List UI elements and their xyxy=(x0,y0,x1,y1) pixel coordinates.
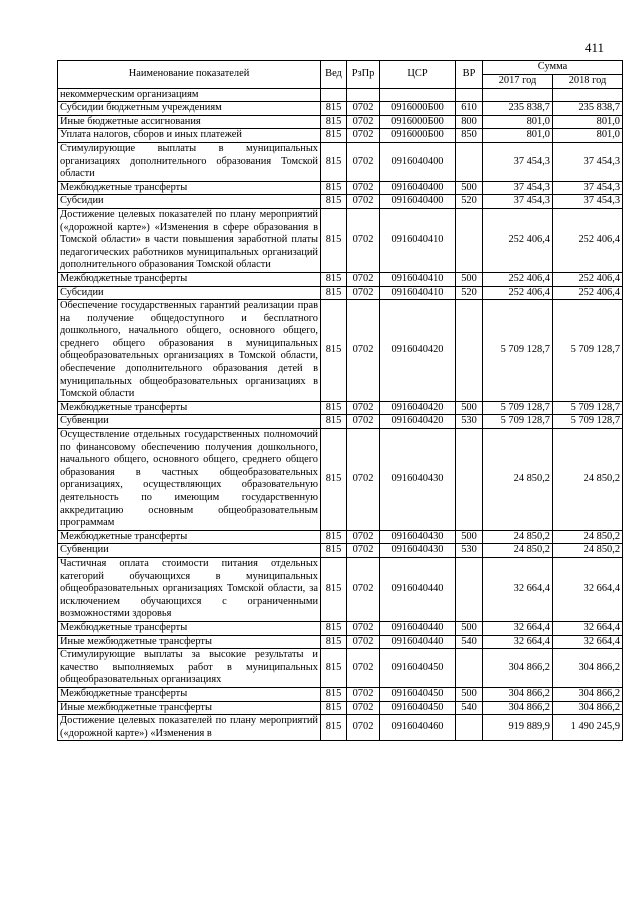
row-2018-cell: 32 664,4 xyxy=(553,635,623,649)
row-2017-cell: 252 406,4 xyxy=(483,272,553,286)
row-name-cell: Межбюджетные трансферты xyxy=(58,621,321,635)
row-csr-cell xyxy=(380,88,456,102)
row-vr-cell: 530 xyxy=(456,544,483,558)
table-row xyxy=(58,142,623,181)
row-2018-cell: 252 406,4 xyxy=(553,272,623,286)
row-vr-cell xyxy=(456,300,483,402)
row-csr-cell: 0916040420 xyxy=(380,401,456,415)
row-csr-cell: 0916040430 xyxy=(380,429,456,531)
row-2017-cell: 5 709 128,7 xyxy=(483,415,553,429)
row-2018-cell: 1 490 245,9 xyxy=(553,715,623,741)
row-rzpr-cell: 0702 xyxy=(347,142,380,181)
row-csr-cell: 0916000Б00 xyxy=(380,129,456,143)
row-2017-cell: 304 866,2 xyxy=(483,687,553,701)
header-sum: Сумма xyxy=(483,61,623,75)
row-vr-cell: 500 xyxy=(456,621,483,635)
row-2018-cell: 24 850,2 xyxy=(553,544,623,558)
table-row xyxy=(58,300,623,402)
row-csr-cell: 0916040460 xyxy=(380,715,456,741)
row-vr-cell: 500 xyxy=(456,181,483,195)
row-2017-cell: 37 454,3 xyxy=(483,142,553,181)
row-name-cell: Осуществление отдельных государственных полномочий по финансовому обеспечению получения дошкольного, начального общего, основного общего, среднего общего образования в частных общеобразовательных организациях, осуществляющих образовательную деятельность по имеющим государственную аккредитацию основным общеобразовательным программам xyxy=(58,429,321,531)
row-name-cell: Стимулирующие выплаты в муниципальных организациях дополнительного образования Томской области xyxy=(58,142,321,181)
table-row xyxy=(58,181,623,195)
row-name-cell: Иные межбюджетные трансферты xyxy=(58,635,321,649)
row-ved-cell: 815 xyxy=(321,687,347,701)
row-name-cell: Достижение целевых показателей по плану мероприятий («дорожной карте») «Изменения в сфере образования в Томской области» в части повышения заработной платы педагогических работников муниципальных организаций дополнительного образования Томской области xyxy=(58,208,321,272)
table-row xyxy=(58,286,623,300)
row-2018-cell: 24 850,2 xyxy=(553,530,623,544)
row-2018-cell: 5 709 128,7 xyxy=(553,401,623,415)
row-ved-cell xyxy=(321,88,347,102)
row-rzpr-cell: 0702 xyxy=(347,208,380,272)
table-row xyxy=(58,687,623,701)
table-row xyxy=(58,544,623,558)
row-ved-cell: 815 xyxy=(321,429,347,531)
row-rzpr-cell: 0702 xyxy=(347,286,380,300)
row-csr-cell: 0916040430 xyxy=(380,544,456,558)
row-2018-cell: 304 866,2 xyxy=(553,649,623,688)
row-vr-cell xyxy=(456,557,483,621)
row-rzpr-cell: 0702 xyxy=(347,621,380,635)
table-row xyxy=(58,701,623,715)
row-ved-cell: 815 xyxy=(321,544,347,558)
row-ved-cell: 815 xyxy=(321,635,347,649)
row-vr-cell xyxy=(456,429,483,531)
row-csr-cell: 0916040450 xyxy=(380,701,456,715)
row-ved-cell: 815 xyxy=(321,401,347,415)
row-2017-cell: 37 454,3 xyxy=(483,195,553,209)
row-vr-cell xyxy=(456,715,483,741)
row-vr-cell: 530 xyxy=(456,415,483,429)
row-vr-cell: 500 xyxy=(456,272,483,286)
row-2018-cell: 32 664,4 xyxy=(553,557,623,621)
row-rzpr-cell: 0702 xyxy=(347,544,380,558)
row-rzpr-cell: 0702 xyxy=(347,649,380,688)
row-csr-cell: 0916040440 xyxy=(380,557,456,621)
row-name-cell: Стимулирующие выплаты за высокие результаты и качество выполняемых работ в муниципальных общеобразовательных организациях xyxy=(58,649,321,688)
row-name-cell: Иные межбюджетные трансферты xyxy=(58,701,321,715)
row-name-cell: Субвенции xyxy=(58,544,321,558)
table-row xyxy=(58,208,623,272)
row-vr-cell: 610 xyxy=(456,102,483,116)
table-row xyxy=(58,715,623,741)
row-csr-cell: 0916040440 xyxy=(380,635,456,649)
row-rzpr-cell: 0702 xyxy=(347,300,380,402)
row-ved-cell: 815 xyxy=(321,102,347,116)
row-name-cell: Субсидии xyxy=(58,195,321,209)
row-2017-cell: 235 838,7 xyxy=(483,102,553,116)
row-ved-cell: 815 xyxy=(321,701,347,715)
row-2017-cell: 304 866,2 xyxy=(483,701,553,715)
row-csr-cell: 0916000Б00 xyxy=(380,115,456,129)
row-name-cell: Уплата налогов, сборов и иных платежей xyxy=(58,129,321,143)
row-vr-cell: 800 xyxy=(456,115,483,129)
row-2018-cell: 37 454,3 xyxy=(553,142,623,181)
row-rzpr-cell: 0702 xyxy=(347,429,380,531)
row-2017-cell: 24 850,2 xyxy=(483,429,553,531)
header-rzpr: РзПр xyxy=(347,61,380,89)
row-csr-cell: 0916040450 xyxy=(380,687,456,701)
row-rzpr-cell: 0702 xyxy=(347,635,380,649)
row-ved-cell: 815 xyxy=(321,300,347,402)
page-number: 411 xyxy=(585,40,605,55)
row-2018-cell: 252 406,4 xyxy=(553,286,623,300)
row-ved-cell: 815 xyxy=(321,195,347,209)
row-2017-cell: 5 709 128,7 xyxy=(483,401,553,415)
row-rzpr-cell: 0702 xyxy=(347,715,380,741)
row-name-cell: Межбюджетные трансферты xyxy=(58,530,321,544)
row-name-cell: некоммерческим организациям xyxy=(58,88,321,102)
row-rzpr-cell: 0702 xyxy=(347,401,380,415)
row-vr-cell: 850 xyxy=(456,129,483,143)
row-vr-cell xyxy=(456,208,483,272)
row-name-cell: Межбюджетные трансферты xyxy=(58,687,321,701)
row-rzpr-cell xyxy=(347,88,380,102)
row-2017-cell: 32 664,4 xyxy=(483,621,553,635)
row-rzpr-cell: 0702 xyxy=(347,687,380,701)
row-vr-cell: 520 xyxy=(456,195,483,209)
row-ved-cell: 815 xyxy=(321,272,347,286)
row-vr-cell: 540 xyxy=(456,635,483,649)
row-csr-cell: 0916040410 xyxy=(380,286,456,300)
row-2017-cell: 252 406,4 xyxy=(483,286,553,300)
row-name-cell: Обеспечение государственных гарантий реализации прав на получение общедоступного и бесплатного дошкольного, начального общего, основного общего, среднего общего образования в муниципальных общеобразовательных организациях в Томской области, обеспечение дополнительного образования детей в муниципальных общеобразовательных организациях в Томской области xyxy=(58,300,321,402)
row-2018-cell: 252 406,4 xyxy=(553,208,623,272)
row-2017-cell: 37 454,3 xyxy=(483,181,553,195)
row-2018-cell: 304 866,2 xyxy=(553,701,623,715)
table-row xyxy=(58,88,623,102)
row-2018-cell: 304 866,2 xyxy=(553,687,623,701)
table-row xyxy=(58,415,623,429)
table-row xyxy=(58,195,623,209)
row-2017-cell: 32 664,4 xyxy=(483,557,553,621)
row-rzpr-cell: 0702 xyxy=(347,530,380,544)
table-row xyxy=(58,272,623,286)
row-2017-cell: 304 866,2 xyxy=(483,649,553,688)
row-rzpr-cell: 0702 xyxy=(347,102,380,116)
row-ved-cell: 815 xyxy=(321,557,347,621)
row-2018-cell: 801,0 xyxy=(553,115,623,129)
row-csr-cell: 0916000Б00 xyxy=(380,102,456,116)
table-row xyxy=(58,129,623,143)
row-ved-cell: 815 xyxy=(321,142,347,181)
row-rzpr-cell: 0702 xyxy=(347,415,380,429)
row-2018-cell xyxy=(553,88,623,102)
row-2018-cell: 801,0 xyxy=(553,129,623,143)
row-csr-cell: 0916040400 xyxy=(380,142,456,181)
row-2017-cell: 24 850,2 xyxy=(483,544,553,558)
row-2017-cell: 801,0 xyxy=(483,129,553,143)
row-name-cell: Субвенции xyxy=(58,415,321,429)
row-2018-cell: 32 664,4 xyxy=(553,621,623,635)
row-vr-cell: 500 xyxy=(456,401,483,415)
row-name-cell: Межбюджетные трансферты xyxy=(58,401,321,415)
row-ved-cell: 815 xyxy=(321,129,347,143)
row-vr-cell: 520 xyxy=(456,286,483,300)
row-name-cell: Иные бюджетные ассигнования xyxy=(58,115,321,129)
header-vr: ВР xyxy=(456,61,483,89)
row-2018-cell: 5 709 128,7 xyxy=(553,300,623,402)
row-2018-cell: 24 850,2 xyxy=(553,429,623,531)
table-row xyxy=(58,530,623,544)
row-vr-cell: 500 xyxy=(456,530,483,544)
row-vr-cell xyxy=(456,142,483,181)
row-rzpr-cell: 0702 xyxy=(347,129,380,143)
row-2018-cell: 37 454,3 xyxy=(553,181,623,195)
row-2017-cell: 919 889,9 xyxy=(483,715,553,741)
row-csr-cell: 0916040450 xyxy=(380,649,456,688)
budget-table xyxy=(57,60,623,741)
table-row xyxy=(58,635,623,649)
row-2018-cell: 235 838,7 xyxy=(553,102,623,116)
table-row xyxy=(58,429,623,531)
row-ved-cell: 815 xyxy=(321,208,347,272)
row-vr-cell: 500 xyxy=(456,687,483,701)
row-ved-cell: 815 xyxy=(321,286,347,300)
table-row xyxy=(58,557,623,621)
row-2017-cell: 24 850,2 xyxy=(483,530,553,544)
row-name-cell: Достижение целевых показателей по плану мероприятий («дорожной карте») «Изменения в xyxy=(58,715,321,741)
row-csr-cell: 0916040440 xyxy=(380,621,456,635)
row-ved-cell: 815 xyxy=(321,415,347,429)
table-row xyxy=(58,621,623,635)
row-2017-cell xyxy=(483,88,553,102)
row-csr-cell: 0916040420 xyxy=(380,300,456,402)
row-2017-cell: 252 406,4 xyxy=(483,208,553,272)
row-rzpr-cell: 0702 xyxy=(347,557,380,621)
row-2017-cell: 801,0 xyxy=(483,115,553,129)
row-name-cell: Межбюджетные трансферты xyxy=(58,181,321,195)
row-name-cell: Межбюджетные трансферты xyxy=(58,272,321,286)
row-ved-cell: 815 xyxy=(321,621,347,635)
header-year-2018: 2018 год xyxy=(553,75,623,89)
row-vr-cell xyxy=(456,88,483,102)
row-2018-cell: 5 709 128,7 xyxy=(553,415,623,429)
row-name-cell: Субсидии бюджетным учреждениям xyxy=(58,102,321,116)
row-csr-cell: 0916040410 xyxy=(380,208,456,272)
row-name-cell: Субсидии xyxy=(58,286,321,300)
row-ved-cell: 815 xyxy=(321,115,347,129)
header-name: Наименование показателей xyxy=(58,61,321,89)
table-row xyxy=(58,115,623,129)
row-ved-cell: 815 xyxy=(321,181,347,195)
row-csr-cell: 0916040400 xyxy=(380,181,456,195)
table-row xyxy=(58,649,623,688)
row-2018-cell: 37 454,3 xyxy=(553,195,623,209)
row-csr-cell: 0916040430 xyxy=(380,530,456,544)
header-year-2017: 2017 год xyxy=(483,75,553,89)
row-csr-cell: 0916040400 xyxy=(380,195,456,209)
table-row xyxy=(58,401,623,415)
row-ved-cell: 815 xyxy=(321,649,347,688)
table-body xyxy=(58,88,623,741)
row-vr-cell xyxy=(456,649,483,688)
row-ved-cell: 815 xyxy=(321,715,347,741)
row-rzpr-cell: 0702 xyxy=(347,115,380,129)
row-rzpr-cell: 0702 xyxy=(347,181,380,195)
header-csr: ЦСР xyxy=(380,61,456,89)
row-rzpr-cell: 0702 xyxy=(347,701,380,715)
row-rzpr-cell: 0702 xyxy=(347,195,380,209)
row-2017-cell: 5 709 128,7 xyxy=(483,300,553,402)
row-rzpr-cell: 0702 xyxy=(347,272,380,286)
row-2017-cell: 32 664,4 xyxy=(483,635,553,649)
header-ved: Вед xyxy=(321,61,347,89)
table-row xyxy=(58,102,623,116)
row-csr-cell: 0916040410 xyxy=(380,272,456,286)
row-csr-cell: 0916040420 xyxy=(380,415,456,429)
row-ved-cell: 815 xyxy=(321,530,347,544)
row-vr-cell: 540 xyxy=(456,701,483,715)
row-name-cell: Частичная оплата стоимости питания отдельных категорий обучающихся в муниципальных общеобразовательных организациях Томской области, за исключением обучающихся с ограниченными возможностями здоровья xyxy=(58,557,321,621)
